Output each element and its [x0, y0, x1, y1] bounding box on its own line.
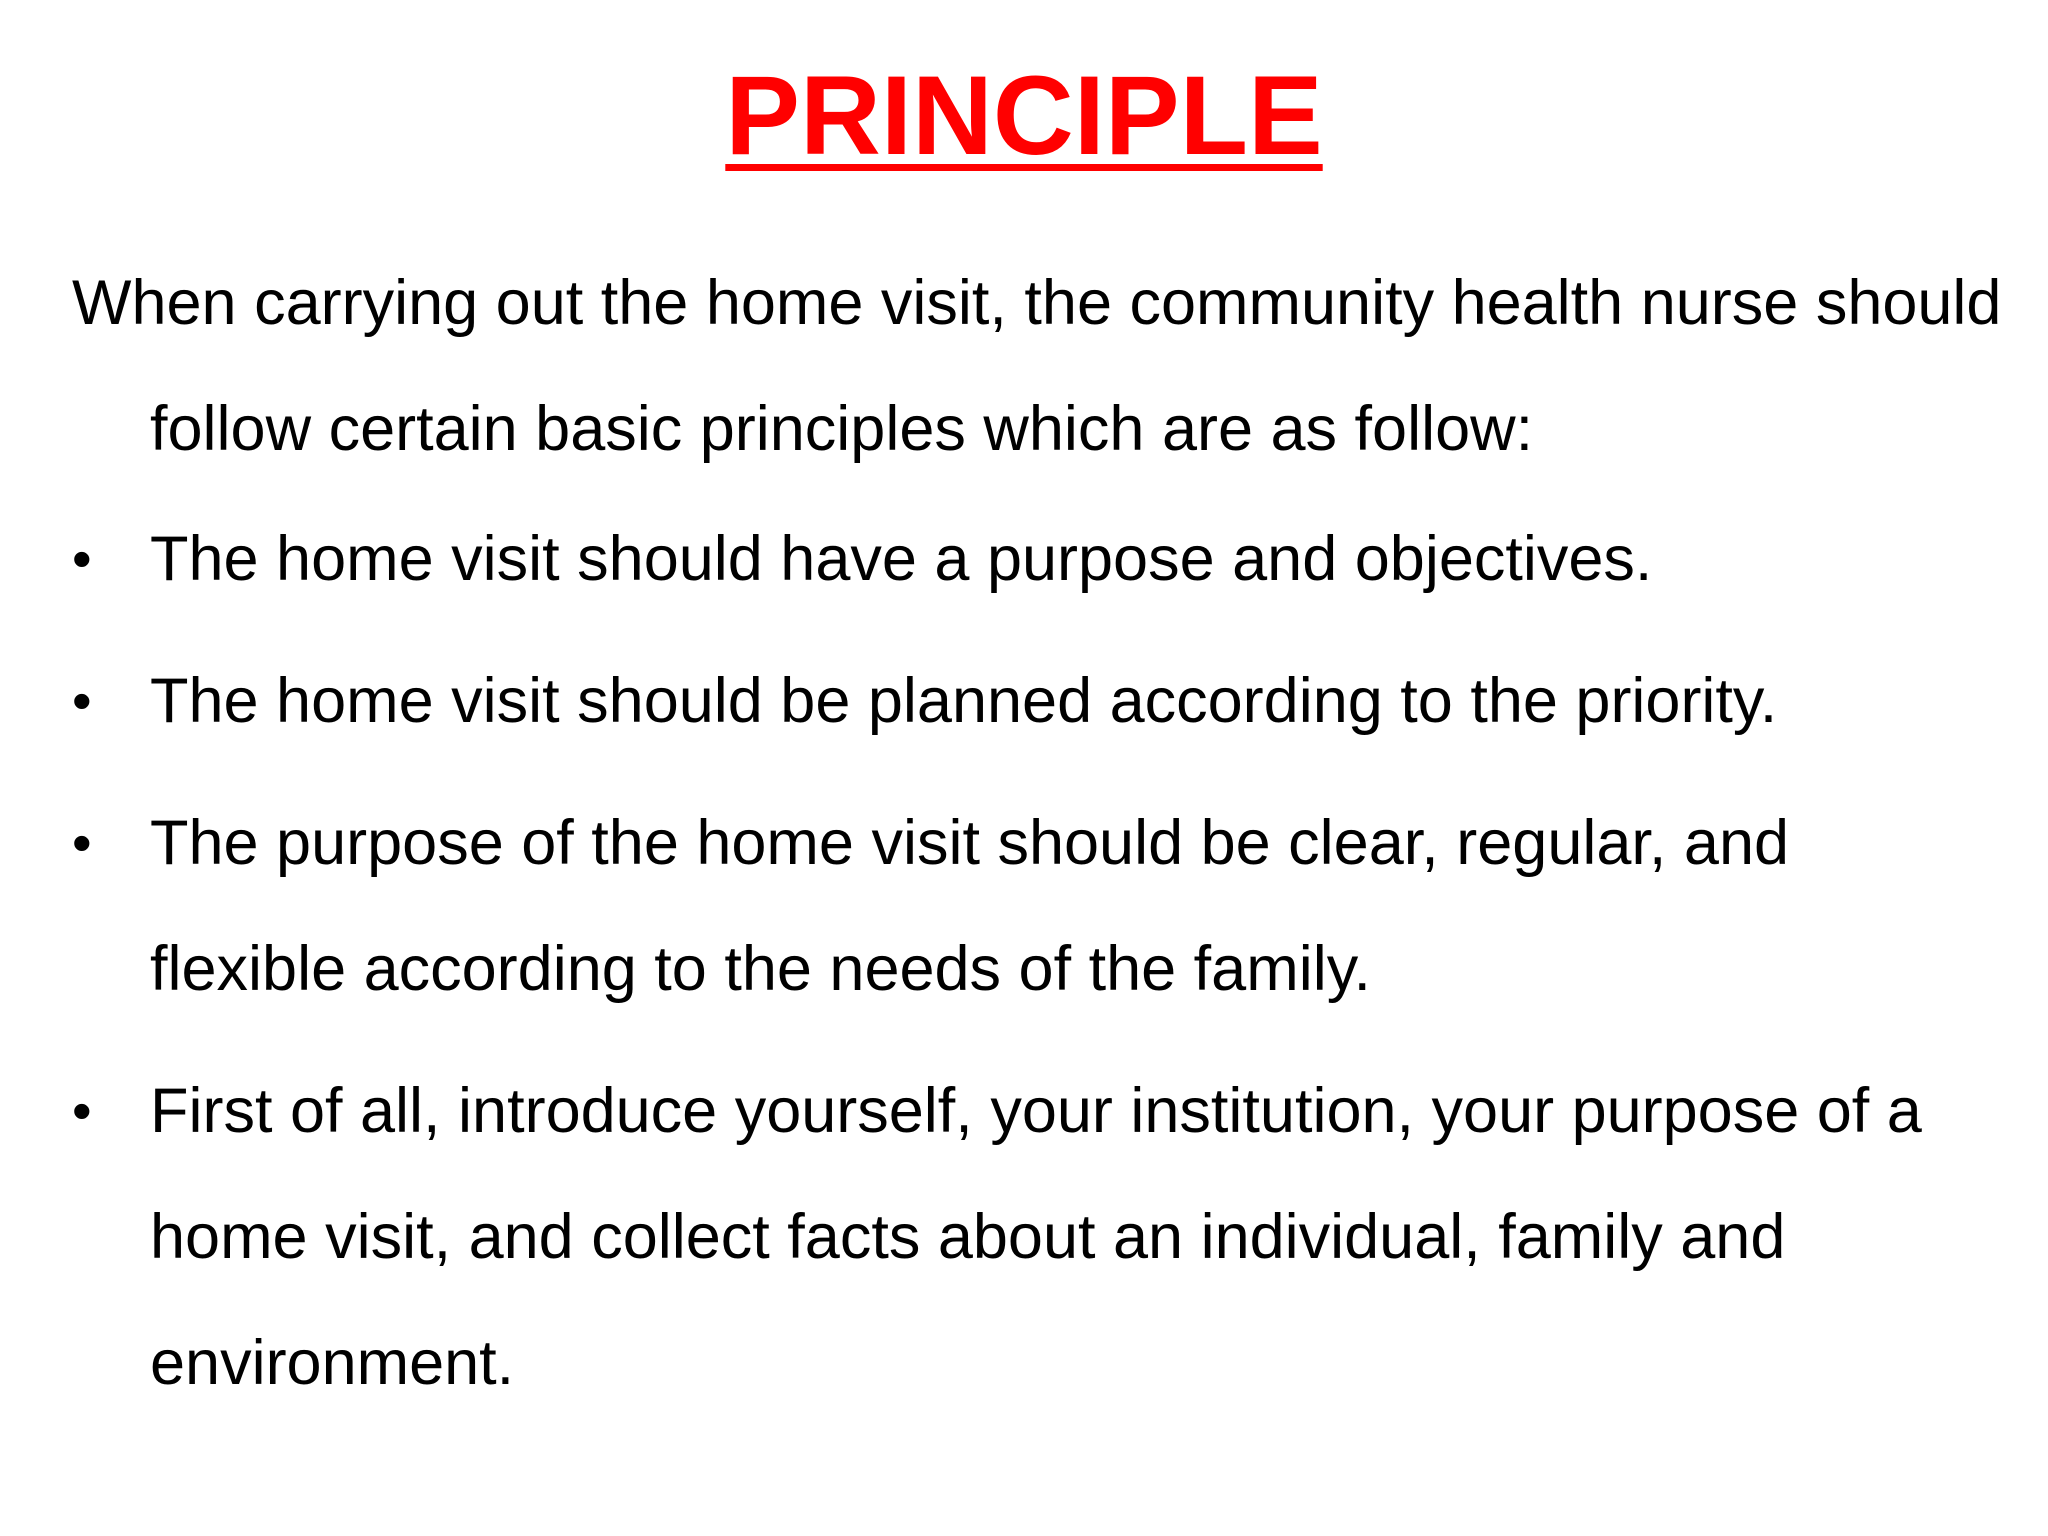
bullet-text: The purpose of the home visit should be clear, regular, and flexible according to the needs of the family.: [150, 808, 1790, 1004]
bullet-icon: •: [72, 811, 92, 874]
bullet-item: [72, 780, 2002, 1032]
bullet-item: [72, 1048, 2002, 1426]
bullet-text: First of all, introduce yourself, your institution, your purpose of a home visit, and collect facts about an individual, family and environment.: [150, 1076, 1922, 1398]
bullet-text: The home visit should have a purpose and objectives.: [150, 524, 1653, 594]
bullet-item: [72, 496, 2002, 622]
slide-title-text: PRINCIPLE: [725, 53, 1323, 178]
bullet-item: [72, 638, 2002, 764]
bullet-icon: •: [72, 1079, 92, 1142]
intro-paragraph: When carrying out the home visit, the community health nurse should follow certain basic principles which are as follow:: [72, 268, 2002, 464]
bullet-text: The home visit should be planned according to the priority.: [150, 666, 1778, 736]
bullet-icon: •: [72, 527, 92, 590]
bullet-icon: •: [72, 669, 92, 732]
